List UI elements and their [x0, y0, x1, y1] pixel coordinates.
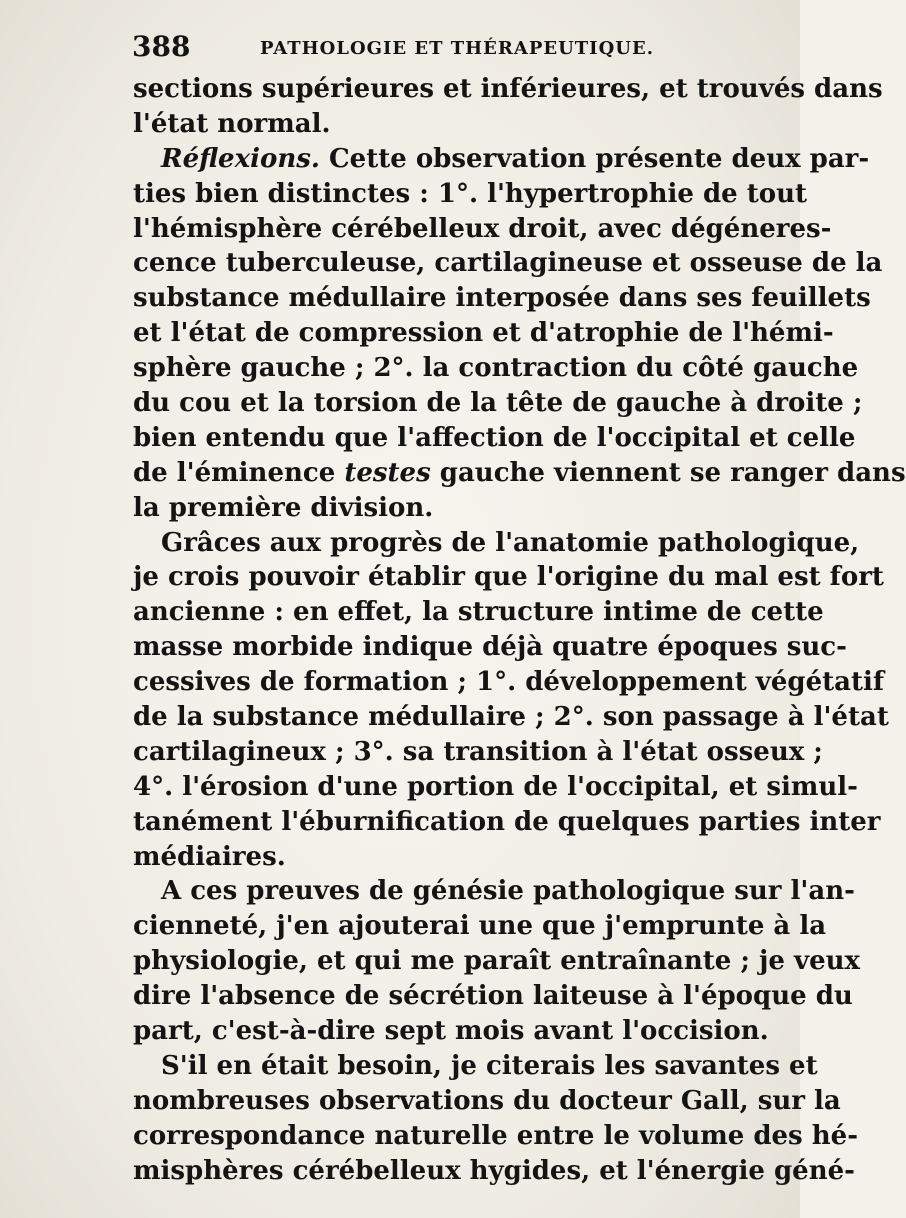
body-text — [133, 72, 906, 1189]
text-line — [133, 72, 883, 107]
line-text: de l'éminence — [133, 457, 345, 488]
line-text: sections supérieures et inférieures, et trouvés dans — [133, 74, 883, 104]
text-line — [133, 630, 847, 665]
text-line — [133, 246, 883, 281]
line-text: la première division. — [133, 492, 434, 523]
line-text: médiaires. — [133, 841, 286, 872]
running-head: PATHOLOGIE ET THÉRAPEUTIQUE. — [260, 38, 654, 59]
line-text: correspondance naturelle entre le volume des hé- — [133, 1120, 858, 1151]
text-line — [133, 351, 859, 386]
text-line — [133, 142, 870, 177]
line-text: Grâces aux progrès de l'anatomie pathologique, — [161, 527, 860, 558]
text-line — [133, 1014, 769, 1049]
line-text: et l'état de compression et d'atrophie de l'hémi- — [133, 318, 834, 349]
text-line — [133, 1049, 818, 1084]
text-line — [133, 700, 889, 735]
text-line — [133, 560, 884, 595]
text-line — [133, 979, 853, 1014]
text-line — [133, 665, 885, 700]
line-text: substance médullaire interposée dans ses feuillets — [133, 283, 871, 314]
italic-text: Réflexions. — [161, 143, 320, 174]
line-text: cartilagineux ; 3°. sa transition à l'état osseux ; — [133, 736, 823, 767]
line-text: misphères cérébelleux hygides, et l'énergie géné- — [133, 1155, 855, 1186]
line-text: nombreuses observations du docteur Gall, sur la — [133, 1085, 841, 1116]
line-text: physiologie, et qui me paraît entraînante ; je veux — [133, 946, 861, 977]
text-line — [133, 421, 856, 456]
page-header — [132, 30, 772, 70]
text-line — [133, 316, 834, 351]
text-line — [133, 456, 906, 491]
text-line — [133, 386, 863, 421]
text-line — [133, 840, 763, 875]
text-line — [133, 874, 855, 909]
line-text: 4°. l'érosion d'une portion de l'occipital, et simul- — [133, 771, 858, 802]
line-text: de la substance médullaire ; 2°. son passage à l'état — [133, 702, 889, 733]
line-text: Cette observation présente deux par- — [319, 143, 870, 174]
line-text: gauche viennent se ranger dans — [430, 457, 906, 488]
line-text: du cou et la torsion de la tête de gauche à droite ; — [133, 388, 863, 419]
line-text: A ces preuves de génésie pathologique sur l'an- — [161, 876, 855, 907]
text-line — [133, 526, 860, 561]
text-line — [133, 491, 763, 526]
text-line — [133, 1154, 855, 1189]
text-line — [133, 281, 871, 316]
text-line — [133, 595, 824, 630]
line-text: part, c'est-à-dire sept mois avant l'occision. — [133, 1016, 769, 1047]
line-text: masse morbide indique déjà quatre époques suc- — [133, 632, 847, 663]
italic-text: testes — [344, 457, 431, 488]
line-text: ties bien distinctes : 1°. l'hypertrophie de tout — [133, 178, 807, 209]
text-line — [133, 909, 827, 944]
line-text: bien entendu que l'affection de l'occipital et celle — [133, 422, 856, 453]
line-text: tanément l'éburnification de quelques parties inter — [133, 806, 881, 837]
text-line — [133, 1119, 858, 1154]
text-line — [133, 212, 832, 247]
text-line — [133, 177, 807, 212]
text-line — [133, 944, 861, 979]
text-line — [133, 770, 858, 805]
line-text: S'il en était besoin, je citerais les savantes et — [161, 1050, 818, 1081]
line-text: cence tuberculeuse, cartilagineuse et osseuse de la — [133, 248, 883, 279]
line-text: l'hémisphère cérébelleux droit, avec dégéneres- — [133, 213, 832, 244]
text-line — [133, 805, 881, 840]
text-line — [133, 107, 763, 142]
line-text: l'état normal. — [133, 108, 331, 139]
line-text: dire l'absence de sécrétion laiteuse à l'époque du — [133, 981, 853, 1012]
line-text: je crois pouvoir établir que l'origine du mal est fort — [133, 562, 884, 593]
text-line — [133, 735, 823, 770]
line-text: ancienne : en effet, la structure intime de cette — [133, 597, 824, 628]
page-number: 388 — [132, 30, 191, 63]
line-text: cessives de formation ; 1°. développement végétatif — [133, 667, 885, 698]
line-text: sphère gauche ; 2°. la contraction du côté gauche — [133, 353, 859, 384]
text-line — [133, 1084, 841, 1119]
line-text: cienneté, j'en ajouterai une que j'emprunte à la — [133, 911, 827, 942]
